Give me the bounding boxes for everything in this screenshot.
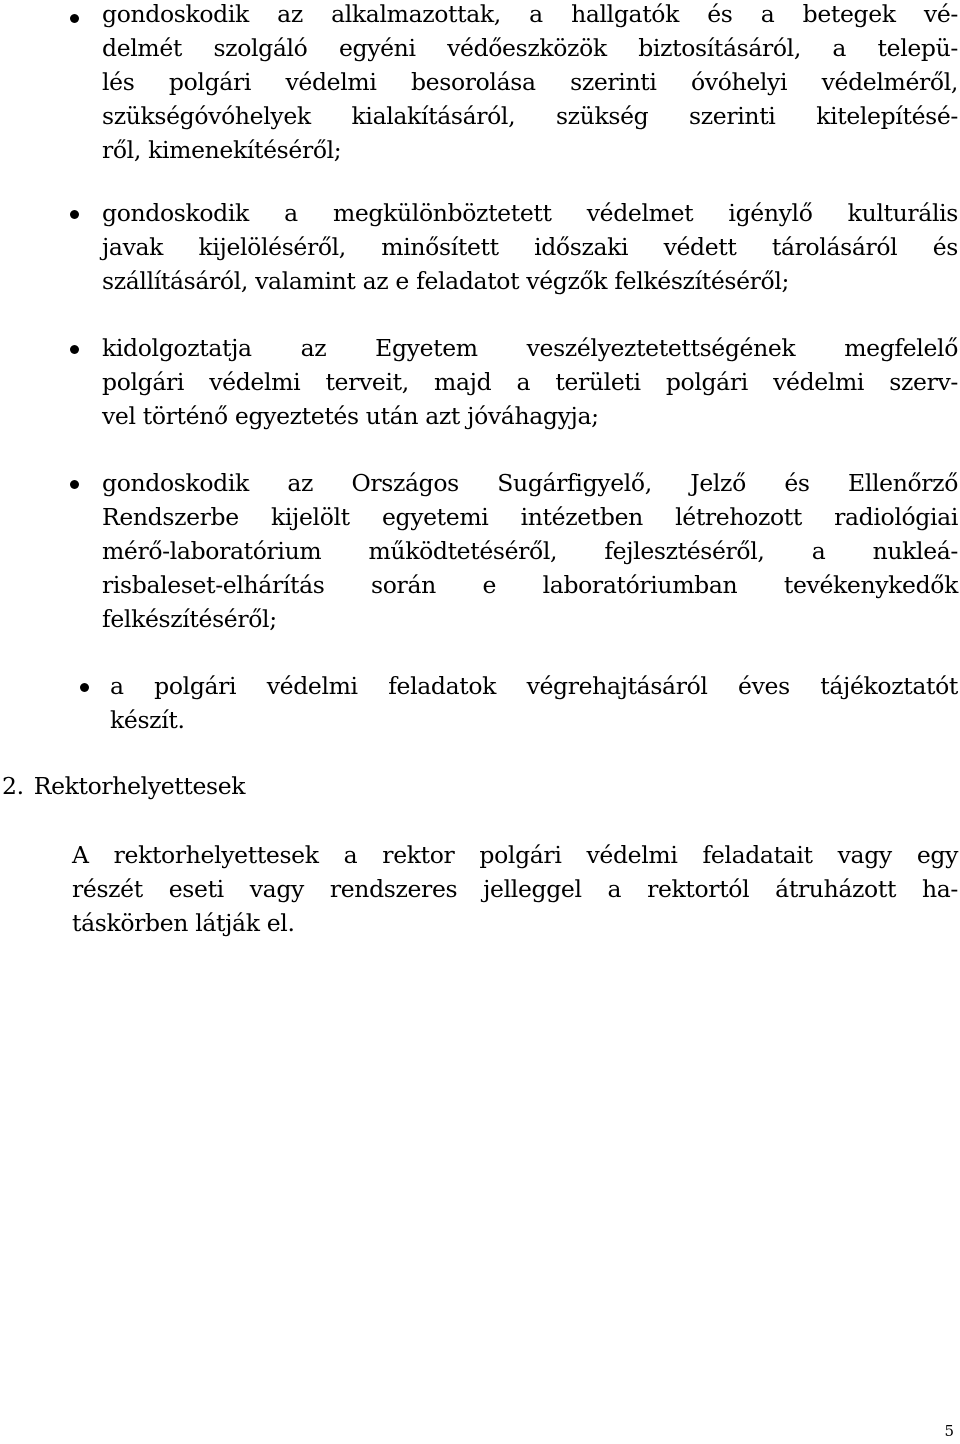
bullet-icon bbox=[70, 14, 79, 23]
bullet-icon bbox=[70, 210, 79, 219]
text-line: Rendszerbe kijelölt egyetemi intézetben létrehozott radiológiai bbox=[102, 503, 958, 531]
page-number: 5 bbox=[944, 1422, 954, 1440]
text-line: risbaleset-elhárítás során e laboratóriumban tevékenykedők bbox=[102, 571, 958, 599]
list-item-text bbox=[110, 669, 958, 737]
text-line: szükségóvóhelyek kialakításáról, szükség szerinti kitelepítésé- bbox=[102, 102, 958, 130]
text-line: részét eseti vagy rendszeres jelleggel a rektortól átruházott ha- bbox=[72, 875, 958, 903]
text-line: mérő-laboratórium működtetéséről, fejlesztéséről, a nukleá- bbox=[102, 537, 958, 565]
text-line: lés polgári védelmi besorolása szerinti óvóhelyi védelméről, bbox=[102, 68, 958, 96]
text-line: delmét szolgáló egyéni védőeszközök biztosításáról, a telepü- bbox=[102, 34, 958, 62]
text-line: javak kijelöléséről, minősített időszaki védett tárolásáról és bbox=[102, 233, 958, 261]
list-item-text bbox=[102, 0, 958, 167]
bullet-icon bbox=[70, 480, 79, 489]
list-item-text bbox=[102, 196, 958, 298]
bullet-icon bbox=[80, 683, 89, 692]
text-line: felkészítéséről; bbox=[102, 605, 277, 633]
text-line: ről, kimenekítéséről; bbox=[102, 136, 342, 164]
list-item-text bbox=[102, 466, 958, 636]
text-line: polgári védelmi terveit, majd a területi polgári védelmi szerv- bbox=[102, 368, 958, 396]
section-paragraph bbox=[72, 838, 958, 940]
section-title: Rektorhelyettesek bbox=[33, 772, 246, 800]
text-line: A rektorhelyettesek a rektor polgári védelmi feladatait vagy egy bbox=[72, 841, 958, 869]
text-line: szállításáról, valamint az e feladatot végzők felkészítéséről; bbox=[102, 267, 790, 295]
text-line: táskörben látják el. bbox=[72, 909, 295, 937]
text-line: gondoskodik az Országos Sugárfigyelő, Jelző és Ellenőrző bbox=[102, 469, 958, 497]
text-line: a polgári védelmi feladatok végrehajtásáról éves tájékoztatót bbox=[110, 672, 958, 700]
list-item-text bbox=[102, 331, 958, 433]
section-number: 2. bbox=[2, 772, 24, 800]
bullet-icon bbox=[70, 345, 79, 354]
text-line: készít. bbox=[110, 706, 185, 734]
text-line: vel történő egyeztetés után azt jóváhagyja; bbox=[102, 402, 599, 430]
text-line: gondoskodik a megkülönböztetett védelmet igénylő kulturális bbox=[102, 199, 958, 227]
text-line: kidolgoztatja az Egyetem veszélyeztetettségének megfelelő bbox=[102, 334, 958, 362]
text-line: gondoskodik az alkalmazottak, a hallgatók és a betegek vé- bbox=[102, 0, 958, 28]
section-heading bbox=[2, 769, 245, 803]
